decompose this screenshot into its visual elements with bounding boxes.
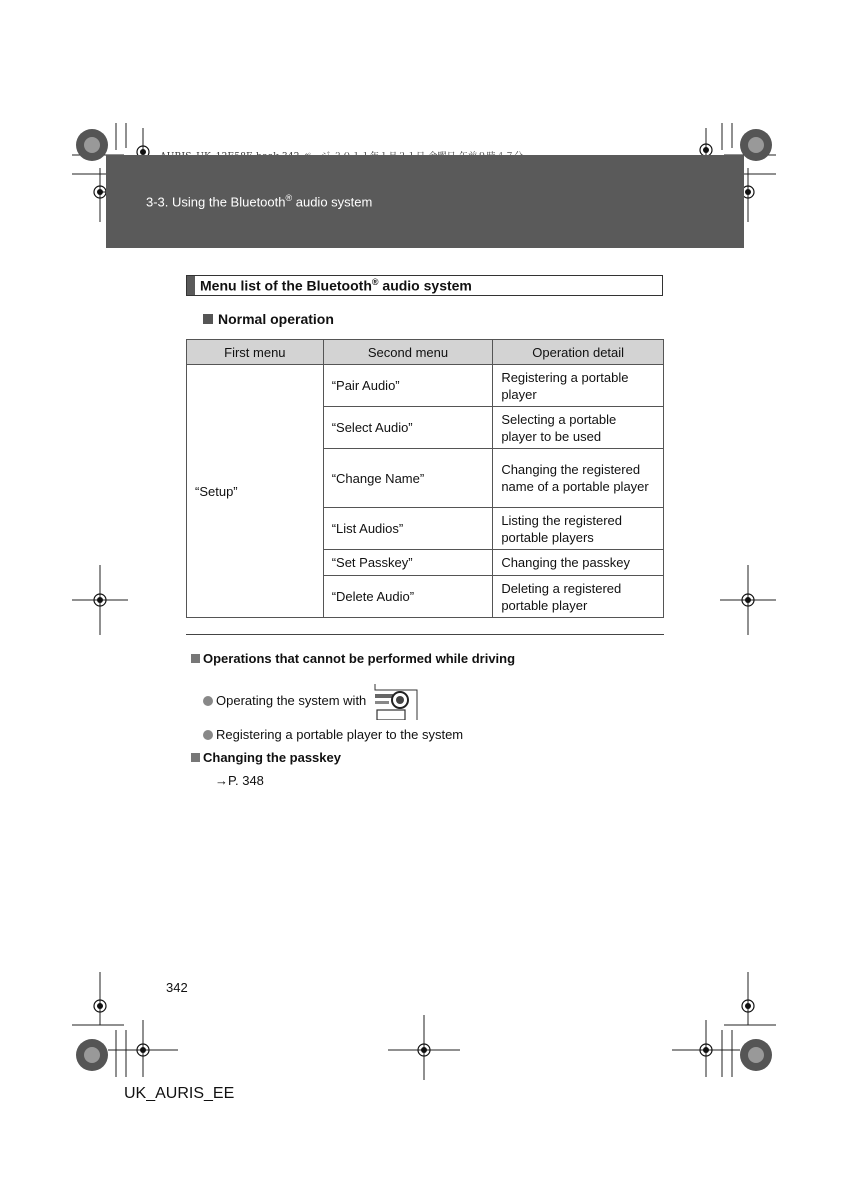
operation-detail-cell: Changing the registered name of a portable player (493, 449, 664, 508)
second-menu-cell: “Change Name” (323, 449, 493, 508)
passkey-heading: Changing the passkey (191, 750, 341, 765)
operation-detail-cell: Registering a portable player (493, 365, 664, 407)
audio-unit-icon (373, 684, 419, 720)
column-header: Operation detail (493, 340, 664, 365)
round-bullet-icon (203, 730, 213, 740)
page-reference-link[interactable]: →P. 348 (215, 773, 264, 788)
menu-table (186, 339, 664, 618)
square-bullet-icon (203, 314, 213, 324)
bullet-item: Registering a portable player to the system (203, 727, 463, 742)
column-header: First menu (187, 340, 324, 365)
square-bullet-icon (191, 654, 200, 663)
round-bullet-icon (203, 696, 213, 706)
section-title: Menu list of the Bluetooth® audio system (200, 277, 472, 294)
second-menu-cell: “Set Passkey” (323, 550, 493, 576)
table-header-row (187, 340, 664, 365)
square-bullet-icon (191, 753, 200, 762)
operation-detail-cell: Selecting a portable player to be used (493, 407, 664, 449)
divider (186, 634, 664, 635)
second-menu-cell: “Select Audio” (323, 407, 493, 449)
banner-title: 3-3. Using the Bluetooth® audio system (146, 193, 373, 210)
table-row (187, 365, 664, 407)
second-menu-cell: “List Audios” (323, 508, 493, 550)
page-number: 342 (166, 980, 188, 995)
ops-heading: Operations that cannot be performed while driving (191, 651, 515, 666)
footer-code: UK_AURIS_EE (124, 1085, 235, 1102)
column-header: Second menu (323, 340, 493, 365)
bullet-item: Operating the system with (203, 693, 366, 708)
operation-detail-cell: Deleting a registered portable player (493, 576, 664, 618)
second-menu-cell: “Delete Audio” (323, 576, 493, 618)
subheading: Normal operation (203, 311, 334, 327)
section-marker (187, 276, 195, 295)
operation-detail-cell: Listing the registered portable players (493, 508, 664, 550)
second-menu-cell: “Pair Audio” (323, 365, 493, 407)
section-heading (186, 275, 663, 296)
chapter-banner (106, 155, 744, 248)
operation-detail-cell: Changing the passkey (493, 550, 664, 576)
first-menu-cell: “Setup” (187, 365, 324, 618)
